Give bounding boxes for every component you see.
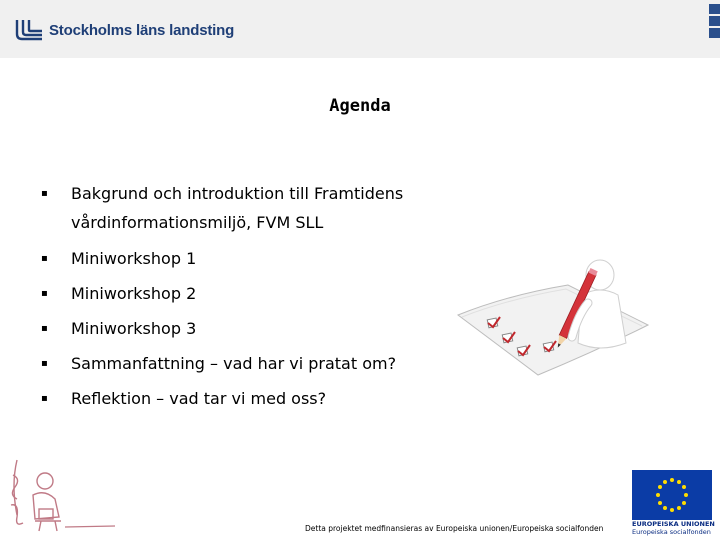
- bullet-icon: ▪: [41, 393, 48, 404]
- checklist-illustration: [448, 255, 678, 385]
- slide-title: [0, 96, 720, 116]
- agenda-item: [40, 244, 480, 279]
- agenda-item-label-line2: vårdinformationsmiljö, FVM SLL: [71, 213, 324, 232]
- bullet-icon: ▪: [41, 253, 48, 264]
- agenda-item-label: Miniworkshop 3: [71, 319, 197, 338]
- eu-sub-label: Europeiska socialfonden: [632, 528, 711, 536]
- funding-note: Detta projektet medfinansieras av Europeiska unionen/Europeiska socialfonden: [305, 524, 604, 533]
- header-band: [0, 0, 720, 58]
- sll-logo: [14, 17, 234, 43]
- logo-text: Stockholms läns landsting: [49, 21, 235, 39]
- agenda-item: [40, 314, 480, 349]
- agenda-list: [40, 179, 480, 419]
- agenda-item: [40, 179, 480, 237]
- ef-logo-icon: [5, 455, 125, 535]
- agenda-item-label: Bakgrund och introduktion till Framtidens: [71, 184, 404, 203]
- agenda-item-label: Miniworkshop 2: [71, 284, 197, 303]
- bullet-icon: ▪: [41, 323, 48, 334]
- bullet-icon: ▪: [41, 288, 48, 299]
- slide-title-text: Agenda: [329, 96, 391, 116]
- sll-logo-icon: [14, 18, 44, 42]
- corner-squares: [706, 4, 720, 40]
- agenda-item-label: Sammanfattning – vad har vi pratat om?: [71, 354, 397, 373]
- agenda-item: [40, 384, 480, 419]
- agenda-item: [40, 349, 480, 384]
- agenda-item-label: Reflektion – vad tar vi med oss?: [71, 389, 327, 408]
- bullet-icon: ▪: [41, 358, 48, 369]
- agenda-item: [40, 279, 480, 314]
- eu-label: EUROPEISKA UNIONEN: [632, 520, 715, 528]
- eu-caption: [632, 520, 720, 536]
- bullet-icon: ▪: [41, 188, 48, 199]
- agenda-item-label: Miniworkshop 1: [71, 249, 197, 268]
- eu-flag-icon: [632, 470, 712, 520]
